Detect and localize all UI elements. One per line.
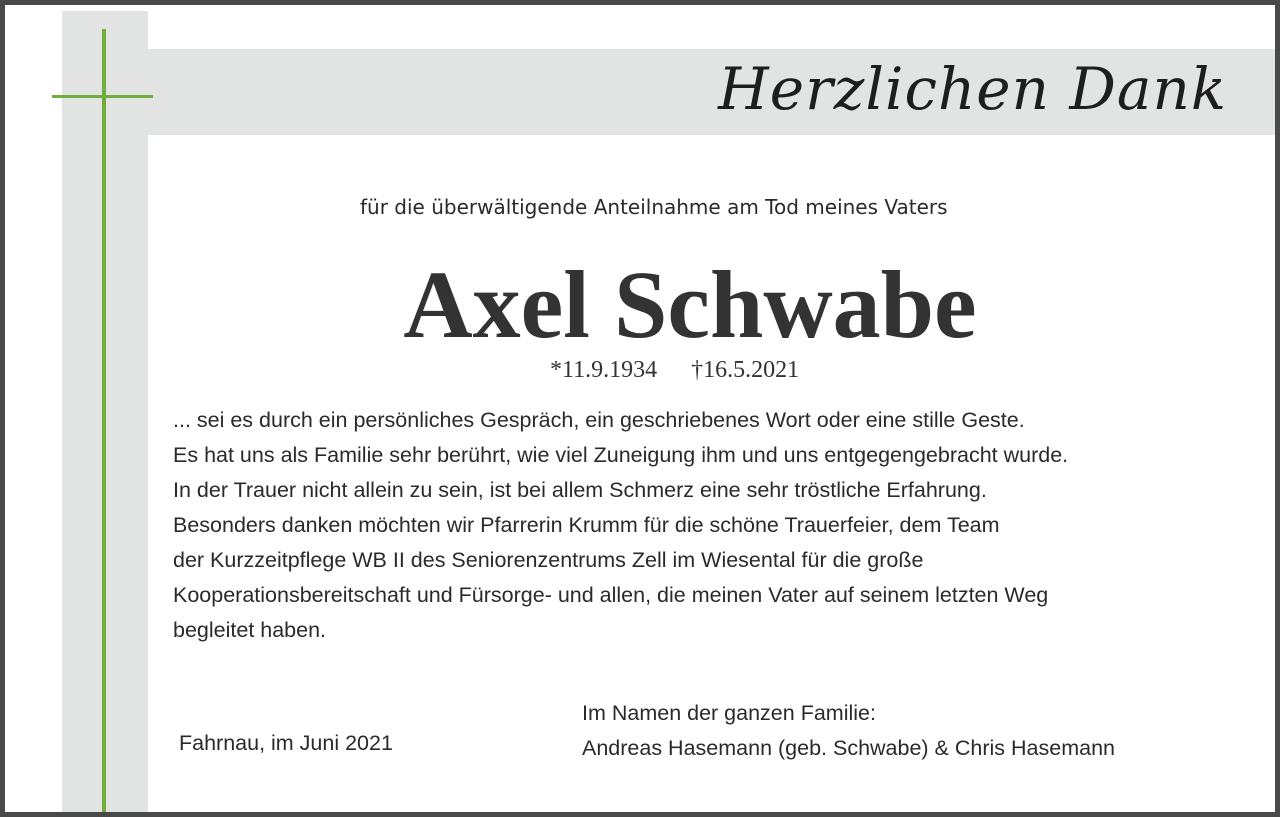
signoff <box>582 696 1115 766</box>
place-date: Fahrnau, im Juni 2021 <box>179 731 393 755</box>
body-line: Es hat uns als Familie sehr berührt, wie viel Zuneigung ihm und uns entgegengebracht wurde. <box>173 443 1069 467</box>
body-line: begleitet haben. <box>173 618 327 642</box>
body-line: Kooperationsbereitschaft und Fürsorge- und allen, die meinen Vater auf seinem letzten Weg <box>173 583 1049 607</box>
deceased-name: Axel Schwabe <box>403 251 977 358</box>
body-line: Besonders danken möchten wir Pfarrerin Krumm für die schöne Trauerfeier, dem Team <box>173 513 1000 537</box>
signoff-names: Andreas Hasemann (geb. Schwabe) & Chris Hasemann <box>582 736 1115 760</box>
intro-text: für die überwältigende Anteilnahme am Tod meines Vaters <box>360 195 948 219</box>
cross-vertical-beam <box>102 29 106 813</box>
signoff-line: Im Namen der ganzen Familie: <box>582 701 876 725</box>
cross-horizontal-beam <box>52 95 153 98</box>
thank-you-text <box>173 403 1068 648</box>
death-date: †16.5.2021 <box>691 357 800 383</box>
body-line: In der Trauer nicht allein zu sein, ist bei allem Schmerz eine sehr tröstliche Erfahrung. <box>173 478 987 502</box>
birth-date: *11.9.1934 <box>550 357 658 383</box>
life-dates <box>550 357 799 384</box>
body-line: der Kurzzeitpflege WB II des Seniorenzentrums Zell im Wiesental für die große <box>173 548 924 572</box>
body-line: ... sei es durch ein persönliches Gespräch, ein geschriebenes Wort oder eine stille Geste. <box>173 408 1025 432</box>
headline: Herzlichen Dank <box>718 55 1227 123</box>
